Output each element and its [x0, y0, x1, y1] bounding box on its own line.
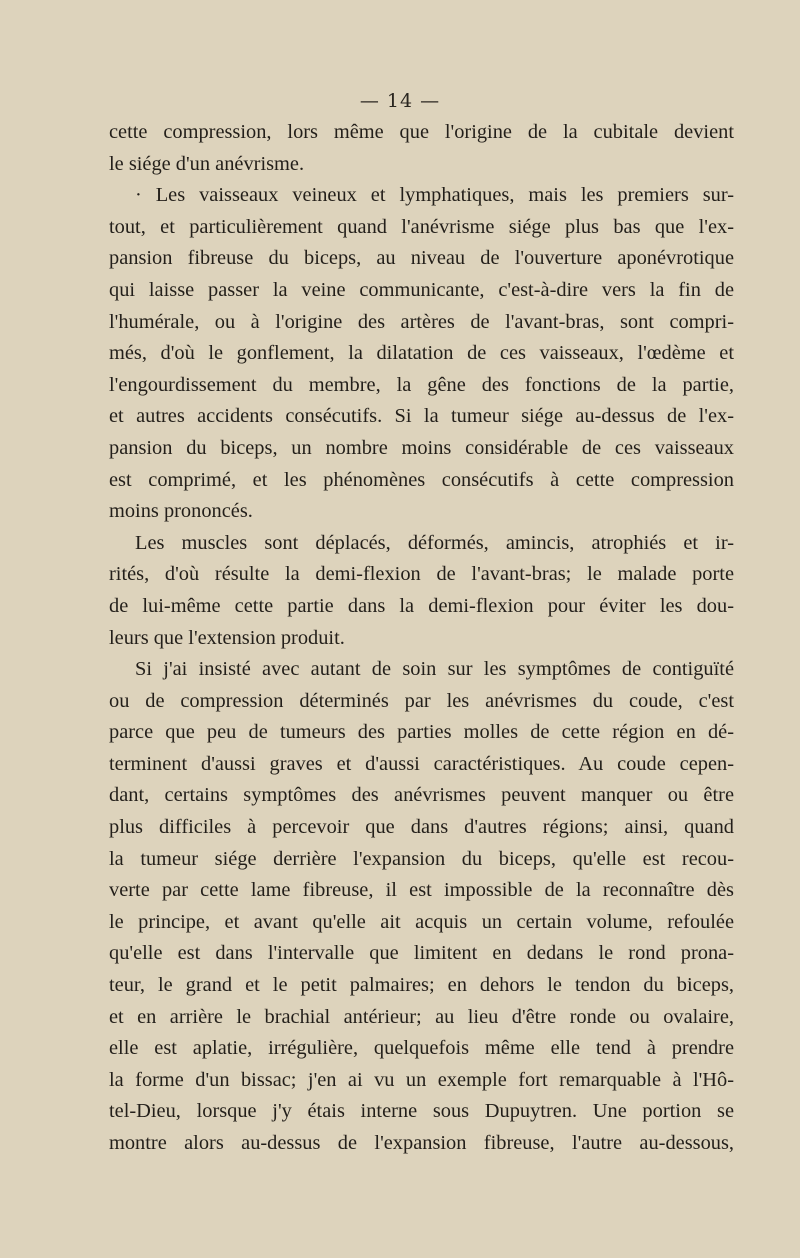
- text-line: elle est aplatie, irrégulière, quelquefois même elle tend à prendre: [109, 1037, 734, 1060]
- text-line: qui laisse passer la veine communicante, c'est-à-dire vers la fin de: [109, 278, 734, 301]
- text-line: pansion fibreuse du biceps, au niveau de l'ouverture aponévrotique: [109, 247, 734, 270]
- text-line: et autres accidents consécutifs. Si la tumeur siége au-dessus de l'ex-: [109, 405, 734, 428]
- text-line: et en arrière le brachial antérieur; au lieu d'être ronde ou ovalaire,: [109, 1005, 734, 1028]
- text-line: terminent d'aussi graves et d'aussi caractéristiques. Au coude cepen-: [109, 752, 734, 775]
- text-line: Les muscles sont déplacés, déformés, amincis, atrophiés et ir-: [135, 531, 734, 554]
- text-line: l'humérale, ou à l'origine des artères de l'avant-bras, sont compri-: [109, 310, 734, 333]
- text-line: moins prononcés.: [109, 500, 253, 523]
- text-line: cette compression, lors même que l'origine de la cubitale devient: [109, 121, 734, 143]
- text-line: de lui-même cette partie dans la demi-flexion pour éviter les dou-: [109, 594, 734, 617]
- text-line: teur, le grand et le petit palmaires; en dehors le tendon du biceps,: [109, 974, 734, 997]
- text-line: ou de compression déterminés par les anévrismes du coude, c'est: [109, 689, 734, 712]
- text-line: tel-Dieu, lorsque j'y étais interne sous Dupuytren. Une portion se: [109, 1100, 734, 1123]
- text-line: le siége d'un anévrisme.: [109, 152, 305, 175]
- text-line: rités, d'où résulte la demi-flexion de l'avant-bras; le malade porte: [109, 563, 734, 586]
- text-line: le principe, et avant qu'elle ait acquis un certain volume, refoulée: [109, 910, 734, 933]
- text-line: qu'elle est dans l'intervalle que limitent en dedans le rond prona-: [109, 942, 734, 965]
- page-number: — 14 —: [359, 90, 441, 112]
- text-line: verte par cette lame fibreuse, il est impossible de la reconnaître dès: [109, 879, 734, 902]
- text-line: leurs que l'extension produit.: [109, 626, 345, 649]
- text-line: dant, certains symptômes des anévrismes peuvent manquer ou être: [109, 784, 734, 807]
- text-line: pansion du biceps, un nombre moins considérable de ces vaisseaux: [109, 436, 734, 459]
- text-line: Si j'ai insisté avec autant de soin sur les symptômes de contiguïté: [135, 658, 734, 681]
- text-line: parce que peu de tumeurs des parties molles de cette région en dé-: [109, 721, 734, 744]
- body-text: [109, 117, 734, 1160]
- text-line: plus difficiles à percevoir que dans d'autres régions; ainsi, quand: [109, 816, 734, 839]
- text-line: la forme d'un bissac; j'en ai vu un exemple fort remarquable à l'Hô-: [109, 1068, 734, 1091]
- text-line: l'engourdissement du membre, la gêne des fonctions de la partie,: [109, 373, 734, 396]
- text-line: la tumeur siége derrière l'expansion du biceps, qu'elle est recou-: [109, 847, 734, 870]
- text-line: montre alors au-dessus de l'expansion fibreuse, l'autre au-dessous,: [109, 1132, 734, 1154]
- text-line: tout, et particulièrement quand l'anévrisme siége plus bas que l'ex-: [109, 215, 734, 238]
- text-line: est comprimé, et les phénomènes consécutifs à cette compression: [109, 468, 734, 491]
- text-line: · Les vaisseaux veineux et lymphatiques, mais les premiers sur-: [135, 184, 734, 207]
- text-line: més, d'où le gonflement, la dilatation de ces vaisseaux, l'œdème et: [109, 342, 734, 365]
